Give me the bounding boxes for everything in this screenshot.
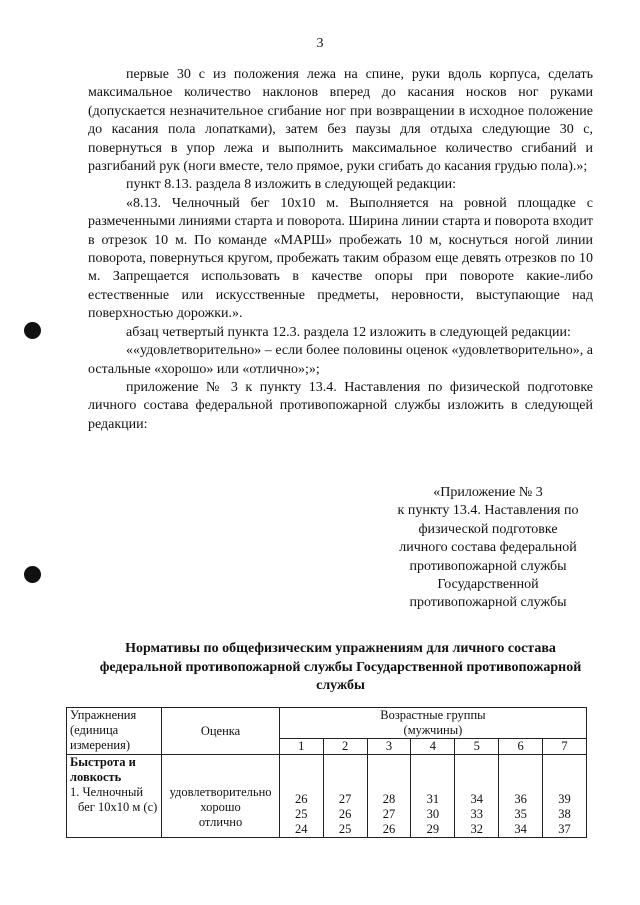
appendix-line: к пункту 13.4. Наставления по xyxy=(397,503,579,519)
appendix-line: физической подготовке xyxy=(418,521,558,537)
paragraph: пункт 8.13. раздела 8 изложить в следующей редакции: xyxy=(126,177,457,193)
paragraph: приложение № 3 к пункту 13.4. Наставления по физической подготовке личного состава федеральной противопожарной службы изложить в следующей редакции: xyxy=(88,379,593,432)
grade-label: удовлетворительно xyxy=(169,784,272,799)
age-group-5: 5 xyxy=(455,739,499,755)
header-age-groups: Возрастные группы (мужчины) xyxy=(279,708,586,739)
value-cell: 39 38 37 xyxy=(543,755,587,838)
grade-label: отлично xyxy=(198,814,243,829)
appendix-line: противопожарной службы xyxy=(409,595,567,611)
table-title: Нормативы по общефизическим упражнениям для личного состава федеральной противопожарной службы Государственной противопожарной службы xyxy=(99,641,582,694)
header-grade: Оценка xyxy=(162,708,280,755)
table-row xyxy=(67,755,587,838)
value-cell: 26 25 24 xyxy=(279,755,323,838)
header-exercise: Упражнения (единица измерения) xyxy=(67,708,162,755)
binder-hole-mark xyxy=(24,322,41,339)
age-group-4: 4 xyxy=(411,739,455,755)
paragraph: первые 30 с из положения лежа на спине, руки вдоль корпуса, сделать максимальное количество наклонов вперед до касания носков ног руками (допускается незначительное сгибание ног при возвращении в исходное положение до касания пола лопатками), затем без паузы для отдыха следующие 30 с, повернуться в упор лежа и выполнить максимальное количество сгибаний и разгибаний рук (ноги вместе, тело прямое, руки сгибать до касания грудью пола).»; xyxy=(88,67,593,175)
appendix-reference xyxy=(380,484,596,613)
category-label: Быстрота и ловкость xyxy=(70,755,136,784)
binder-hole-mark xyxy=(24,566,41,583)
exercise-name: 1. Челночный xyxy=(70,785,144,799)
grade-label: хорошо xyxy=(200,799,241,814)
age-group-2: 2 xyxy=(323,739,367,755)
appendix-line: Государственной xyxy=(437,577,539,593)
age-group-1: 1 xyxy=(279,739,323,755)
grade-cell xyxy=(162,755,280,838)
paragraph: «8.13. Челночный бег 10х10 м. Выполняется на ровной площадке с размеченными линиями старта и поворота. Ширина линии старта и поворота входит в отрезок 10 м. По команде «МАРШ» пробежать 10 м, коснуться ногой линии поворота, повернуться кругом, пробежать таким образом еще девять отрезков по 10 м. Запрещается использовать в качестве опоры при повороте какие-либо естественные или искусственные предметы, неровности, выступающие над поверхностью дорожки.». xyxy=(88,195,593,322)
value-cell: 36 35 34 xyxy=(499,755,543,838)
page-number: 3 xyxy=(316,36,324,51)
value-cell: 31 30 29 xyxy=(411,755,455,838)
paragraph: ««удовлетворительно» – если более половины оценок «удовлетворительно», а остальные «хорошо» или «отлично»;»; xyxy=(88,343,593,377)
age-group-7: 7 xyxy=(543,739,587,755)
appendix-line: противопожарной службы xyxy=(409,558,567,574)
table-header-row xyxy=(67,708,587,739)
value-cell: 28 27 26 xyxy=(367,755,411,838)
age-group-6: 6 xyxy=(499,739,543,755)
value-cell: 34 33 32 xyxy=(455,755,499,838)
appendix-line: личного состава федеральной xyxy=(399,540,577,556)
age-group-3: 3 xyxy=(367,739,411,755)
exercise-name: бег 10х10 м (с) xyxy=(78,800,158,814)
body-text xyxy=(88,66,593,434)
paragraph: абзац четвертый пункта 12.3. раздела 12 изложить в следующей редакции: xyxy=(126,324,571,340)
standards-table xyxy=(66,707,587,838)
appendix-line: «Приложение № 3 xyxy=(433,485,543,500)
value-cell: 27 26 25 xyxy=(323,755,367,838)
exercise-cell xyxy=(67,755,162,838)
